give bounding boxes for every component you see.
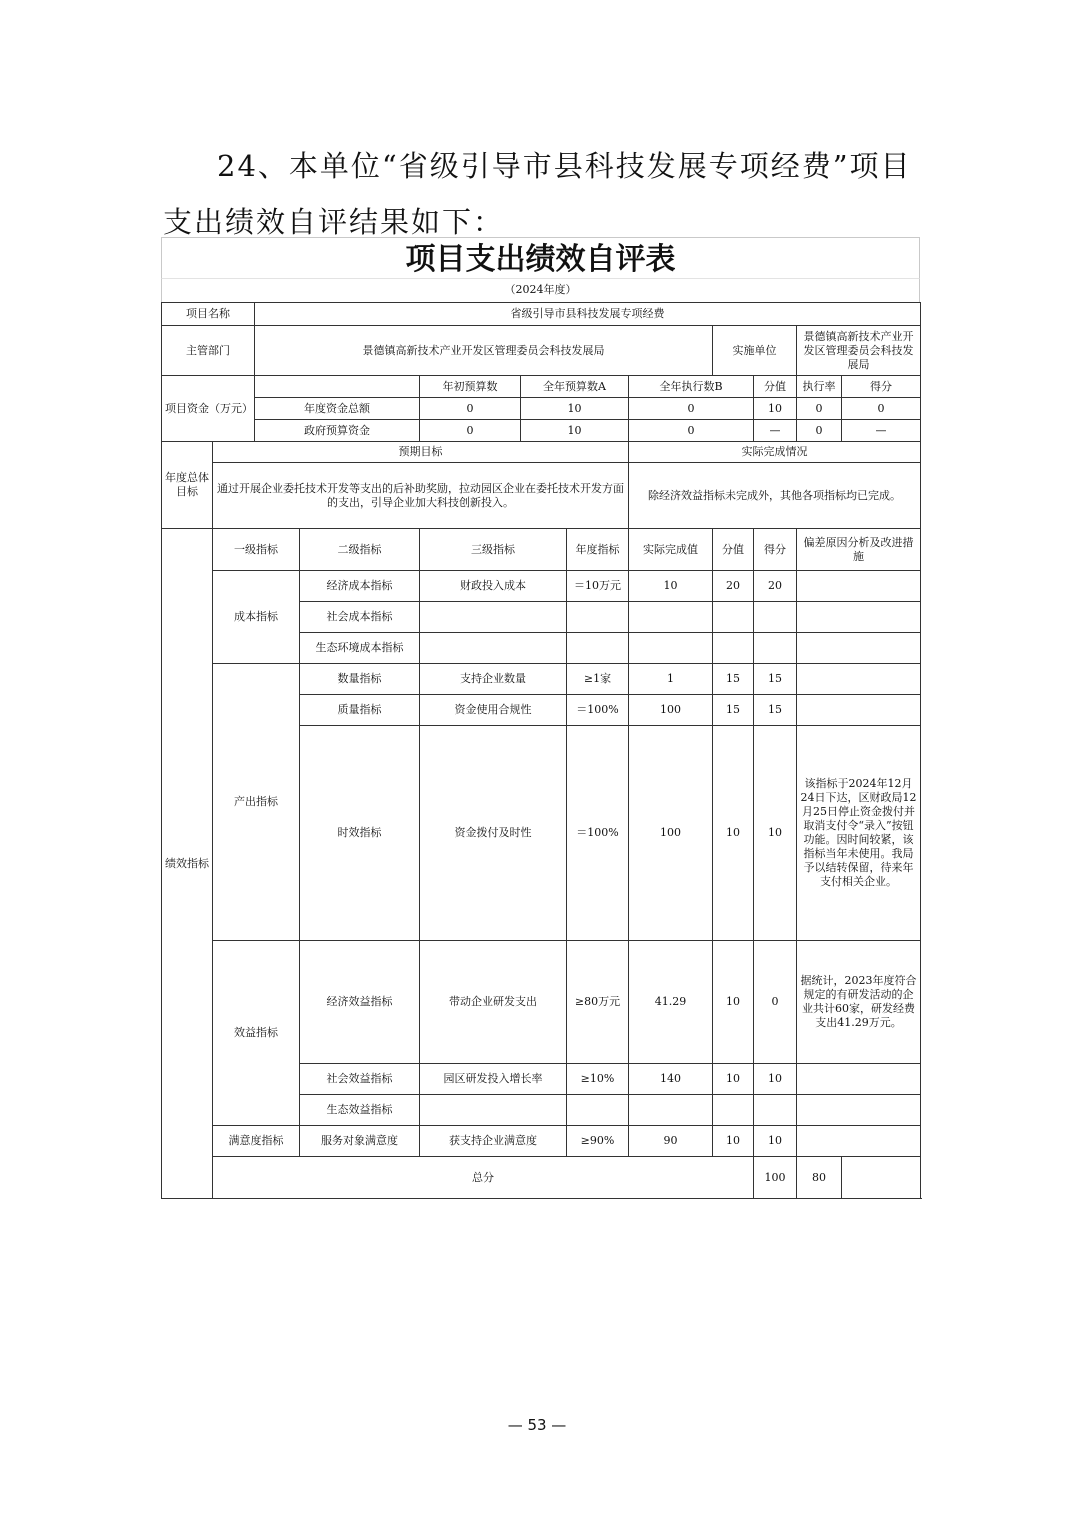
funds-header: 得分 bbox=[842, 376, 921, 398]
level3: 财政投入成本 bbox=[420, 571, 567, 602]
intro-paragraph: 24、本单位“省级引导市县科技发展专项经费”项目支出绩效自评结果如下： bbox=[163, 149, 912, 239]
row-funds-header bbox=[162, 376, 921, 398]
level2: 质量指标 bbox=[300, 695, 420, 726]
got bbox=[754, 602, 797, 633]
actual bbox=[629, 633, 713, 664]
note: 该指标于2024年12月24日下达，区财政局12月25日停止资金拨付并取消支付令“录入”按钮功能。因时间较紧，该指标当年未使用。我局予以结转保留，待来年支付相关企业。 bbox=[797, 726, 921, 941]
level2: 经济成本指标 bbox=[300, 571, 420, 602]
page-number: — 53 — bbox=[507, 1416, 567, 1434]
level2: 时效指标 bbox=[300, 726, 420, 941]
funds-row-name: 年度资金总额 bbox=[255, 398, 420, 420]
sheet-title: 项目支出绩效自评表 bbox=[161, 237, 920, 278]
target: ＝100% bbox=[567, 695, 629, 726]
indicator-row bbox=[162, 664, 921, 695]
level3 bbox=[420, 633, 567, 664]
target bbox=[567, 1095, 629, 1126]
funds-cell: 10 bbox=[754, 398, 797, 420]
got: 10 bbox=[754, 1064, 797, 1095]
indicator-header: 实际完成值 bbox=[629, 529, 713, 571]
score bbox=[713, 602, 754, 633]
level3: 带动企业研发支出 bbox=[420, 941, 567, 1064]
note bbox=[797, 633, 921, 664]
funds-cell: 10 bbox=[521, 398, 629, 420]
got bbox=[754, 633, 797, 664]
dept-value: 景德镇高新技术产业开发区管理委员会科技发展局 bbox=[255, 326, 713, 376]
goal-actual-label: 实际完成情况 bbox=[629, 442, 921, 463]
got bbox=[754, 1095, 797, 1126]
score bbox=[713, 633, 754, 664]
note bbox=[797, 1064, 921, 1095]
funds-cell: 0 bbox=[842, 398, 921, 420]
target: ≥80万元 bbox=[567, 941, 629, 1064]
score: 15 bbox=[713, 664, 754, 695]
row-funds-total bbox=[162, 398, 921, 420]
target bbox=[567, 602, 629, 633]
row-project-name bbox=[162, 303, 921, 326]
row-goal-content bbox=[162, 463, 921, 529]
level2: 社会成本指标 bbox=[300, 602, 420, 633]
project-name-value: 省级引导市县科技发展专项经费 bbox=[255, 303, 921, 326]
funds-header: 全年执行数B bbox=[629, 376, 754, 398]
level2: 经济效益指标 bbox=[300, 941, 420, 1064]
got: 10 bbox=[754, 726, 797, 941]
got: 15 bbox=[754, 695, 797, 726]
sheet-year: （2024年度） bbox=[161, 278, 920, 302]
indicator-row bbox=[162, 941, 921, 1064]
level3 bbox=[420, 1095, 567, 1126]
unit-label: 实施单位 bbox=[713, 326, 797, 376]
note bbox=[797, 1126, 921, 1157]
score: 10 bbox=[713, 726, 754, 941]
target: ≥10% bbox=[567, 1064, 629, 1095]
note bbox=[797, 664, 921, 695]
total-score: 100 bbox=[754, 1157, 797, 1199]
level3: 资金拨付及时性 bbox=[420, 726, 567, 941]
level3: 获支持企业满意度 bbox=[420, 1126, 567, 1157]
funds-cell: 0 bbox=[629, 398, 754, 420]
level1-satisfaction: 满意度指标 bbox=[213, 1126, 300, 1157]
row-funds-gov bbox=[162, 420, 921, 442]
row-department bbox=[162, 326, 921, 376]
funds-label: 项目资金（万元） bbox=[162, 376, 255, 442]
funds-cell: — bbox=[842, 420, 921, 442]
indicator-row bbox=[162, 1126, 921, 1157]
target bbox=[567, 633, 629, 664]
funds-cell: 0 bbox=[420, 420, 521, 442]
funds-row-name: 政府预算资金 bbox=[255, 420, 420, 442]
funds-cell: 0 bbox=[797, 398, 842, 420]
funds-header: 执行率 bbox=[797, 376, 842, 398]
note bbox=[797, 602, 921, 633]
target: ≥1家 bbox=[567, 664, 629, 695]
actual bbox=[629, 1095, 713, 1126]
score: 20 bbox=[713, 571, 754, 602]
level2: 服务对象满意度 bbox=[300, 1126, 420, 1157]
indicator-header: 偏差原因分析及改进措施 bbox=[797, 529, 921, 571]
dept-label: 主管部门 bbox=[162, 326, 255, 376]
indicator-header: 二级指标 bbox=[300, 529, 420, 571]
level2: 生态效益指标 bbox=[300, 1095, 420, 1126]
actual: 140 bbox=[629, 1064, 713, 1095]
indicator-header: 得分 bbox=[754, 529, 797, 571]
actual: 10 bbox=[629, 571, 713, 602]
got: 20 bbox=[754, 571, 797, 602]
level3: 园区研发投入增长率 bbox=[420, 1064, 567, 1095]
row-total bbox=[162, 1157, 921, 1199]
project-name-label: 项目名称 bbox=[162, 303, 255, 326]
note bbox=[797, 695, 921, 726]
actual: 90 bbox=[629, 1126, 713, 1157]
goal-expected-label: 预期目标 bbox=[213, 442, 629, 463]
level2: 生态环境成本指标 bbox=[300, 633, 420, 664]
note bbox=[797, 571, 921, 602]
funds-header: 分值 bbox=[754, 376, 797, 398]
indicator-header: 年度指标 bbox=[567, 529, 629, 571]
evaluation-sheet bbox=[161, 237, 920, 1199]
funds-header-blank bbox=[255, 376, 420, 398]
actual: 100 bbox=[629, 695, 713, 726]
actual: 100 bbox=[629, 726, 713, 941]
total-note bbox=[842, 1157, 921, 1199]
actual bbox=[629, 602, 713, 633]
got: 0 bbox=[754, 941, 797, 1064]
funds-cell: 10 bbox=[521, 420, 629, 442]
target: ＝100% bbox=[567, 726, 629, 941]
note bbox=[797, 1095, 921, 1126]
got: 10 bbox=[754, 1126, 797, 1157]
goal-label: 年度总体目标 bbox=[162, 442, 213, 529]
level2: 社会效益指标 bbox=[300, 1064, 420, 1095]
got: 15 bbox=[754, 664, 797, 695]
level3: 资金使用合规性 bbox=[420, 695, 567, 726]
level3: 支持企业数量 bbox=[420, 664, 567, 695]
indicator-row bbox=[162, 571, 921, 602]
level1-benefit: 效益指标 bbox=[213, 941, 300, 1126]
note: 据统计，2023年度符合规定的有研发活动的企业共计60家，研发经费支出41.29万元。 bbox=[797, 941, 921, 1064]
total-got: 80 bbox=[797, 1157, 842, 1199]
level3 bbox=[420, 602, 567, 633]
level1-output: 产出指标 bbox=[213, 664, 300, 941]
level2: 数量指标 bbox=[300, 664, 420, 695]
indicator-header: 一级指标 bbox=[213, 529, 300, 571]
funds-cell: 0 bbox=[629, 420, 754, 442]
target: ＝10万元 bbox=[567, 571, 629, 602]
score: 10 bbox=[713, 1126, 754, 1157]
actual: 1 bbox=[629, 664, 713, 695]
evaluation-table bbox=[161, 302, 921, 1199]
row-goal-header bbox=[162, 442, 921, 463]
funds-cell: — bbox=[754, 420, 797, 442]
funds-cell: 0 bbox=[797, 420, 842, 442]
total-label: 总分 bbox=[213, 1157, 754, 1199]
unit-value: 景德镇高新技术产业开发区管理委员会科技发展局 bbox=[797, 326, 921, 376]
indicators-label: 绩效指标 bbox=[162, 529, 213, 1199]
score: 15 bbox=[713, 695, 754, 726]
row-indicator-header bbox=[162, 529, 921, 571]
actual: 41.29 bbox=[629, 941, 713, 1064]
goal-expected: 通过开展企业委托技术开发等支出的后补助奖励，拉动园区企业在委托技术开发方面的支出，引导企业加大科技创新投入。 bbox=[213, 463, 629, 529]
score: 10 bbox=[713, 1064, 754, 1095]
indicator-header: 分值 bbox=[713, 529, 754, 571]
funds-header: 全年预算数A bbox=[521, 376, 629, 398]
funds-header: 年初预算数 bbox=[420, 376, 521, 398]
score bbox=[713, 1095, 754, 1126]
target: ≥90% bbox=[567, 1126, 629, 1157]
level1-cost: 成本指标 bbox=[213, 571, 300, 664]
score: 10 bbox=[713, 941, 754, 1064]
funds-cell: 0 bbox=[420, 398, 521, 420]
goal-actual: 除经济效益指标未完成外，其他各项指标均已完成。 bbox=[629, 463, 921, 529]
indicator-header: 三级指标 bbox=[420, 529, 567, 571]
